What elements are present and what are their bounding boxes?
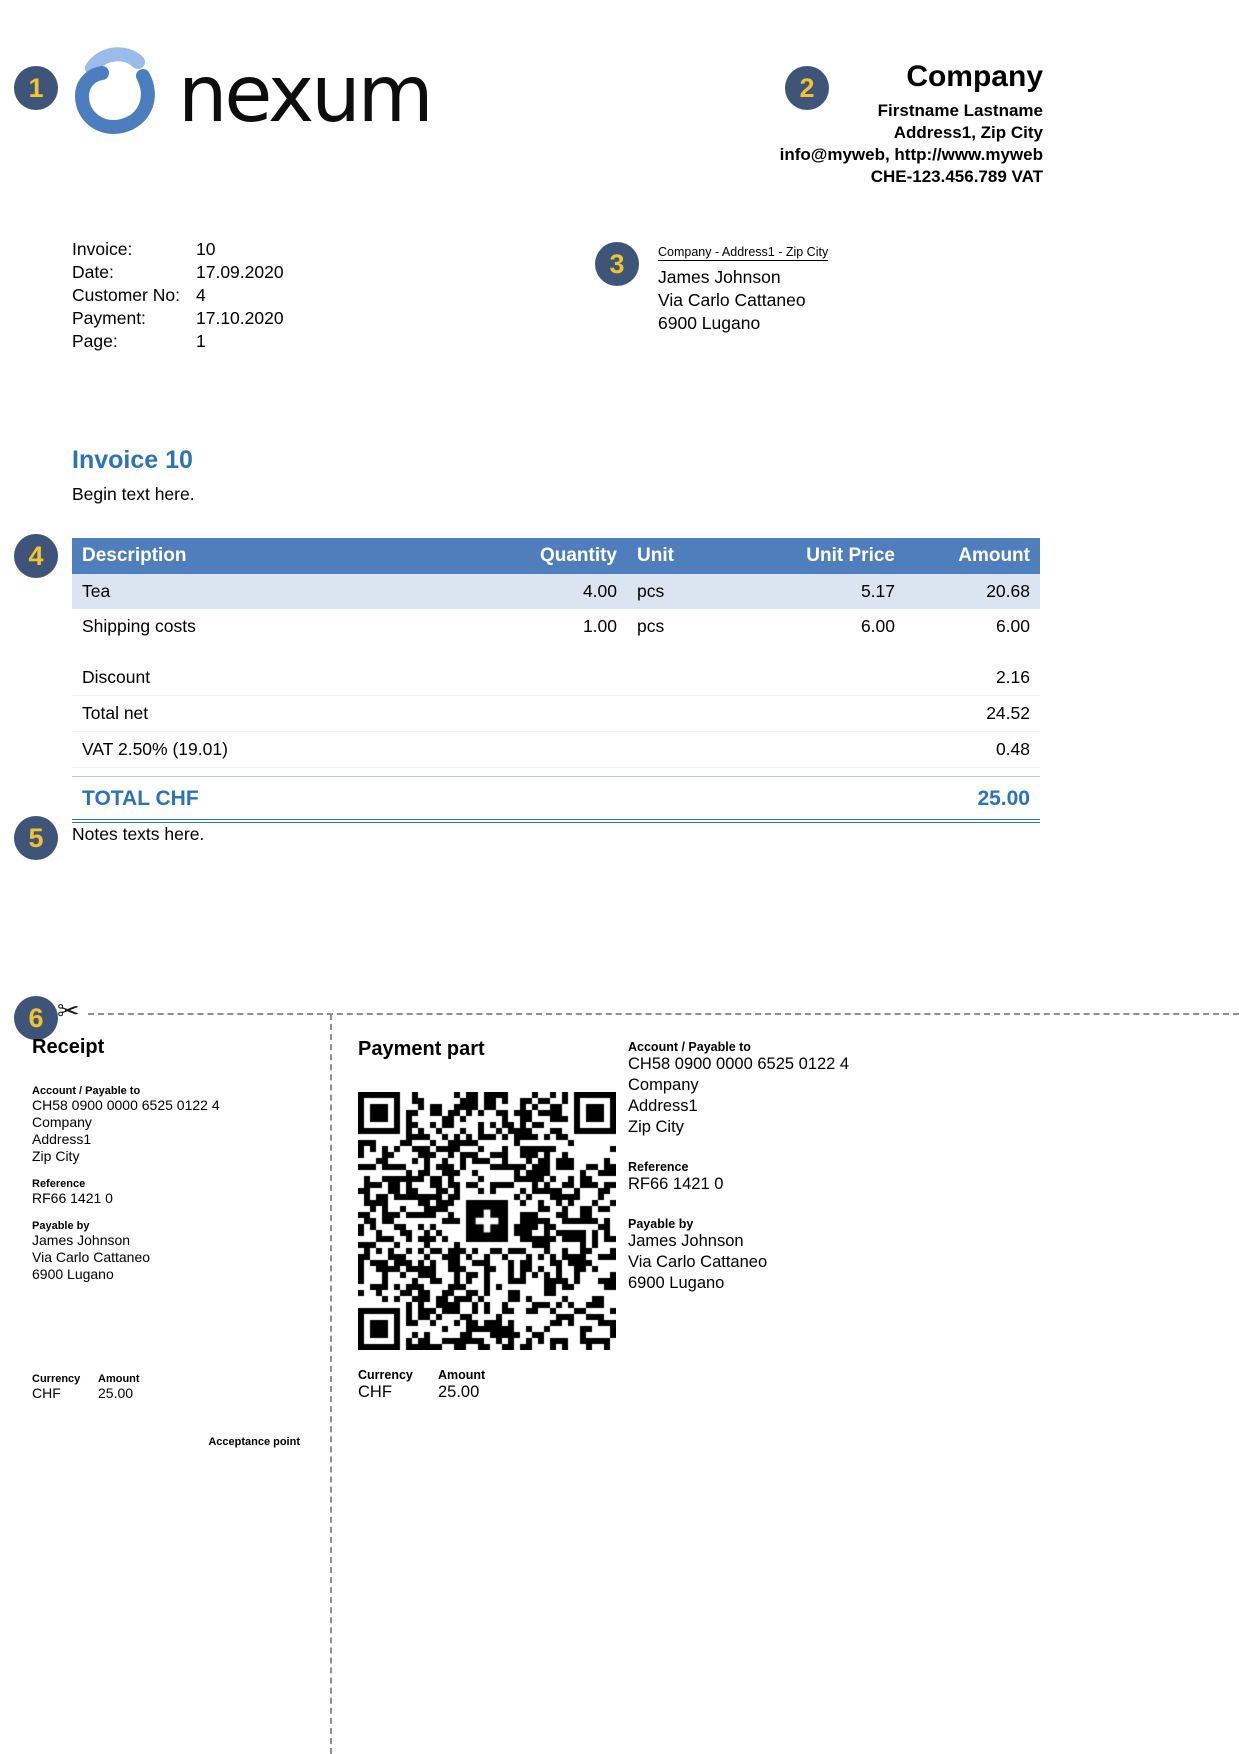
table-spacer bbox=[72, 644, 1040, 660]
meta-value: 17.09.2020 bbox=[196, 262, 284, 282]
cell-unit: pcs bbox=[637, 581, 665, 601]
payment-currency-amount bbox=[358, 1368, 485, 1403]
receipt-payee-city: Zip City bbox=[32, 1148, 80, 1164]
recipient-street: Via Carlo Cattaneo bbox=[658, 290, 806, 310]
intro-text: Begin text here. bbox=[72, 484, 195, 504]
receipt-amount-label: Amount bbox=[98, 1373, 140, 1385]
summary-label: Total net bbox=[82, 703, 149, 723]
payment-reference: RF66 1421 0 bbox=[628, 1175, 724, 1193]
receipt-amount-value: 25.00 bbox=[98, 1385, 134, 1401]
company-contact: Firstname Lastname bbox=[877, 101, 1043, 120]
meta-row-payment bbox=[72, 307, 284, 330]
payment-info-column bbox=[628, 1036, 1018, 1294]
col-header-quantity: Quantity bbox=[539, 545, 617, 566]
qr-code bbox=[358, 1092, 616, 1350]
receipt-currency-amount bbox=[32, 1373, 300, 1402]
payment-amount-col bbox=[438, 1368, 485, 1403]
summary-row-vat bbox=[72, 732, 1040, 768]
meta-row-invoice bbox=[72, 238, 284, 261]
company-address: Address1, Zip City bbox=[893, 123, 1043, 142]
annotation-marker-3: 3 bbox=[595, 242, 639, 286]
meta-value: 10 bbox=[196, 239, 216, 259]
logo-wordmark: nexum bbox=[178, 49, 431, 140]
total-label: TOTAL CHF bbox=[82, 787, 199, 810]
payment-reference-label: Reference bbox=[628, 1160, 689, 1174]
acceptance-point-label: Acceptance point bbox=[208, 1436, 300, 1448]
company-header-block bbox=[780, 60, 1043, 188]
cell-description: Tea bbox=[82, 581, 111, 601]
col-header-description: Description bbox=[82, 545, 187, 566]
meta-label: Invoice: bbox=[72, 239, 133, 259]
meta-value: 4 bbox=[196, 285, 206, 305]
cell-quantity: 4.00 bbox=[582, 581, 617, 601]
recipient-name: James Johnson bbox=[658, 267, 781, 287]
notes-text: Notes texts here. bbox=[72, 824, 205, 844]
summary-value: 0.48 bbox=[995, 739, 1030, 759]
page-title: Invoice 10 bbox=[72, 446, 193, 474]
payment-amount-value: 25.00 bbox=[438, 1383, 480, 1401]
cell-unit-price: 6.00 bbox=[860, 616, 895, 636]
table-row bbox=[72, 574, 1040, 609]
table-header-row bbox=[72, 538, 1040, 574]
summary-value: 2.16 bbox=[995, 667, 1030, 687]
payment-currency-label: Currency bbox=[358, 1368, 413, 1382]
meta-row-date bbox=[72, 261, 284, 284]
recipient-address-block bbox=[658, 243, 828, 335]
col-header-unit: Unit bbox=[637, 545, 674, 566]
payment-payer-name: James Johnson bbox=[628, 1232, 744, 1250]
company-vat: CHE-123.456.789 VAT bbox=[870, 167, 1043, 186]
receipt-currency-value: CHF bbox=[32, 1385, 61, 1401]
receipt-payer-city: 6900 Lugano bbox=[32, 1266, 114, 1282]
payment-currency-col bbox=[358, 1368, 438, 1403]
payment-payee-city: Zip City bbox=[628, 1118, 684, 1136]
receipt-payee-name: Company bbox=[32, 1114, 92, 1130]
payment-payer-street: Via Carlo Cattaneo bbox=[628, 1253, 768, 1271]
receipt-payer-name: James Johnson bbox=[32, 1232, 131, 1248]
receipt-amount-col bbox=[98, 1373, 140, 1402]
meta-value: 1 bbox=[196, 331, 206, 351]
line-items-table bbox=[72, 538, 1040, 823]
annotation-marker-1: 1 bbox=[14, 66, 58, 110]
company-web: info@myweb, http://www.myweb bbox=[779, 145, 1043, 164]
payment-payee-street: Address1 bbox=[628, 1097, 698, 1115]
vertical-cut-line bbox=[330, 1014, 332, 1754]
scissors-icon: ✂ bbox=[57, 996, 80, 1026]
meta-label: Customer No: bbox=[72, 285, 180, 305]
payment-payee-name: Company bbox=[628, 1076, 699, 1094]
payment-currency-value: CHF bbox=[358, 1383, 392, 1401]
horizontal-cut-line bbox=[88, 1013, 1239, 1015]
payment-part-title: Payment part bbox=[358, 1038, 485, 1060]
cell-unit: pcs bbox=[637, 616, 665, 636]
annotation-marker-5: 5 bbox=[14, 816, 58, 860]
meta-label: Page: bbox=[72, 331, 118, 351]
receipt-payable-by-label: Payable by bbox=[32, 1220, 90, 1232]
col-header-amount: Amount bbox=[958, 545, 1030, 566]
cell-description: Shipping costs bbox=[82, 616, 196, 636]
payment-iban: CH58 0900 0000 6525 0122 4 bbox=[628, 1055, 850, 1073]
meta-label: Date: bbox=[72, 262, 114, 282]
receipt-currency-label: Currency bbox=[32, 1373, 81, 1385]
receipt-account-label: Account / Payable to bbox=[32, 1085, 141, 1097]
payment-amount-label: Amount bbox=[438, 1368, 486, 1382]
invoice-meta bbox=[72, 238, 284, 353]
total-row bbox=[72, 776, 1040, 819]
col-header-unit-price: Unit Price bbox=[806, 545, 895, 566]
total-underline bbox=[72, 819, 1040, 823]
receipt-title: Receipt bbox=[32, 1036, 105, 1058]
cell-amount: 6.00 bbox=[995, 616, 1030, 636]
total-value: 25.00 bbox=[977, 787, 1030, 810]
annotation-marker-2: 2 bbox=[785, 66, 829, 110]
payment-payable-by-label: Payable by bbox=[628, 1217, 694, 1231]
nexum-logo-icon bbox=[58, 44, 168, 145]
summary-label: Discount bbox=[82, 667, 151, 687]
annotation-marker-6: 6 bbox=[14, 996, 58, 1040]
payment-payer-city: 6900 Lugano bbox=[628, 1274, 725, 1292]
receipt-payer-street: Via Carlo Cattaneo bbox=[32, 1249, 151, 1265]
receipt-payee-street: Address1 bbox=[32, 1131, 92, 1147]
receipt-reference-label: Reference bbox=[32, 1178, 86, 1190]
meta-row-customer bbox=[72, 284, 284, 307]
payment-account-label: Account / Payable to bbox=[628, 1040, 751, 1054]
meta-label: Payment: bbox=[72, 308, 146, 328]
meta-value: 17.10.2020 bbox=[196, 308, 284, 328]
receipt-reference: RF66 1421 0 bbox=[32, 1190, 113, 1206]
cell-quantity: 1.00 bbox=[582, 616, 617, 636]
summary-value: 24.52 bbox=[986, 703, 1030, 723]
receipt-currency-col bbox=[32, 1373, 98, 1402]
annotation-marker-4: 4 bbox=[14, 534, 58, 578]
table-row bbox=[72, 609, 1040, 644]
receipt-iban: CH58 0900 0000 6525 0122 4 bbox=[32, 1097, 220, 1113]
summary-row-total-net bbox=[72, 696, 1040, 732]
summary-label: VAT 2.50% (19.01) bbox=[82, 739, 228, 759]
logo bbox=[58, 44, 431, 145]
cell-unit-price: 5.17 bbox=[860, 581, 895, 601]
meta-row-page bbox=[72, 330, 284, 353]
recipient-city: 6900 Lugano bbox=[658, 313, 761, 333]
summary-row-discount bbox=[72, 660, 1040, 696]
company-name: Company bbox=[906, 60, 1043, 93]
cell-amount: 20.68 bbox=[986, 581, 1030, 601]
sender-line: Company - Address1 - Zip City bbox=[658, 245, 829, 259]
qr-bill-receipt bbox=[32, 1036, 300, 1448]
